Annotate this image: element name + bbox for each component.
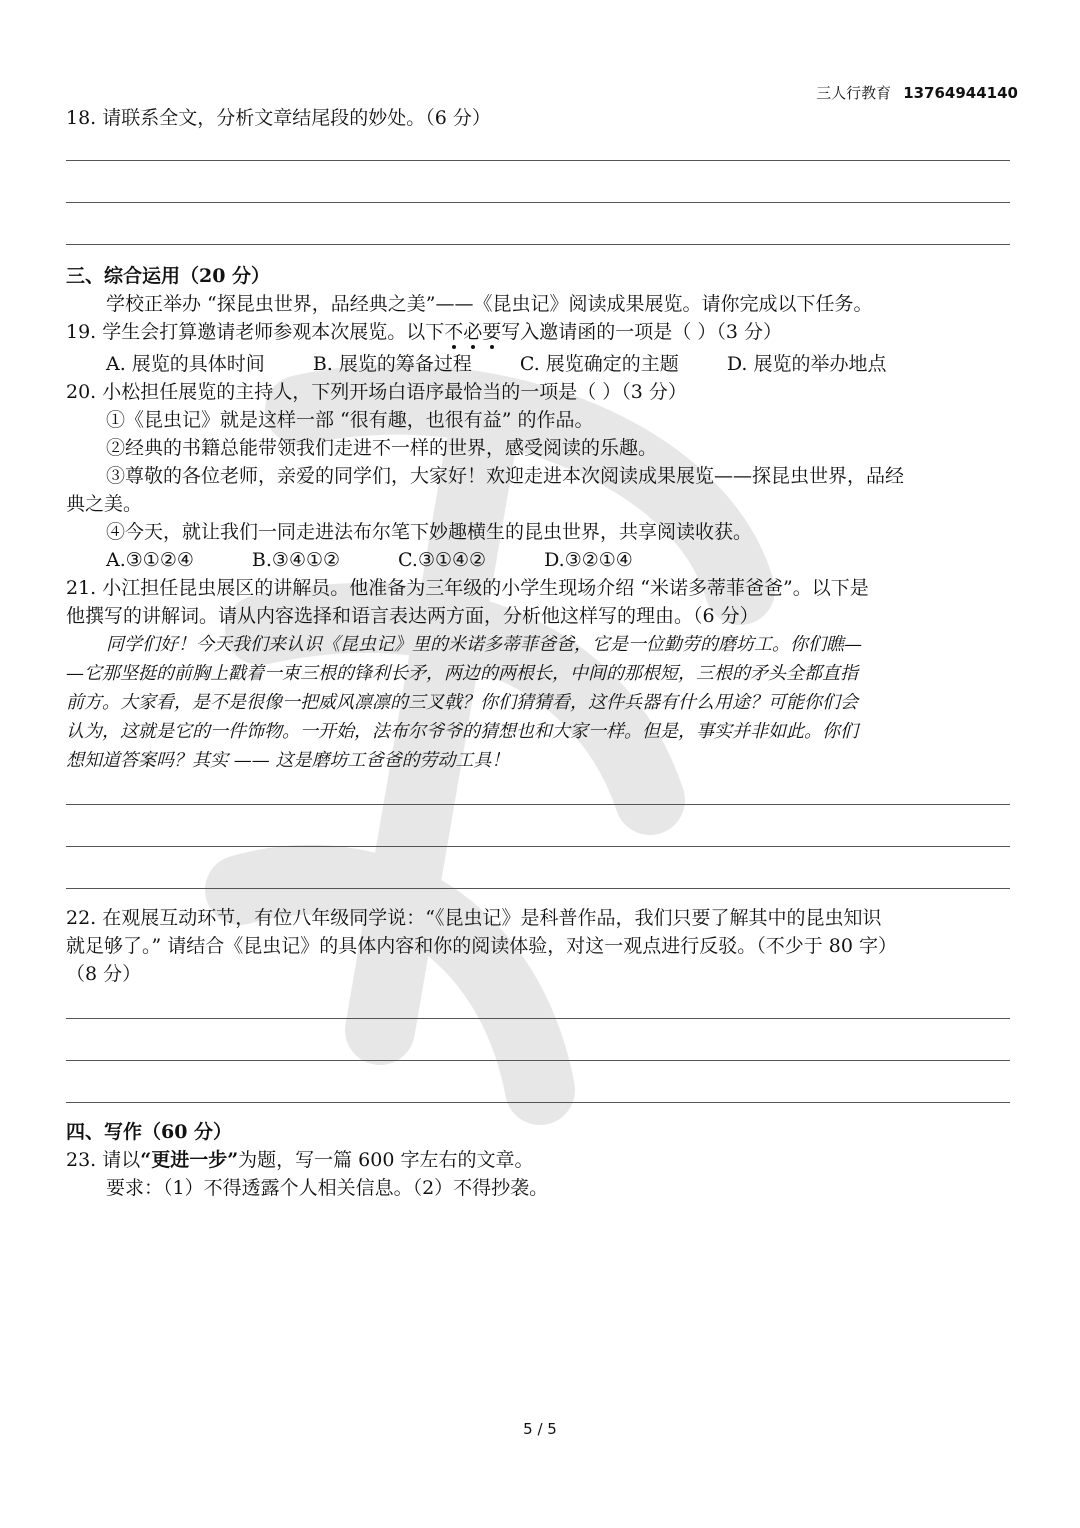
- q21-passage-3: 前方。大家看，是不是很像一把威风凛凛的三叉戟？你们猜猜看，这件兵器有什么用途？可能你们会: [66, 692, 858, 713]
- q19-option-d[interactable]: D. 展览的举办地点: [726, 353, 887, 375]
- q23-topic: “更进一步”: [140, 1149, 239, 1171]
- q21-stem-1: 21. 小江担任昆虫展区的讲解员。他准备为三年级的小学生现场介绍 “米诺多蒂菲爸爸”。以下是: [66, 577, 869, 599]
- q23-requirements: 要求：（1）不得透露个人相关信息。（2）不得抄袭。: [106, 1177, 549, 1199]
- answer-line[interactable]: [66, 160, 1010, 161]
- q19-stem: [66, 318, 1016, 346]
- org-name: 三人行教育: [816, 84, 892, 102]
- answer-line[interactable]: [66, 1018, 1010, 1019]
- q19-option-b[interactable]: B. 展览的筹备过程: [312, 353, 472, 375]
- q23-prefix: 23. 请以: [66, 1149, 141, 1171]
- q21-passage-5: 想知道答案吗？其实 —— 这是磨坊工爸爸的劳动工具！: [66, 750, 510, 771]
- q21-stem-2: 他撰写的讲解词。请从内容选择和语言表达两方面，分析他这样写的理由。（6 分）: [66, 605, 759, 627]
- page-header: [816, 82, 1018, 103]
- q20-sentence-1: ①《昆虫记》就是这样一部 “很有趣，也很有益” 的作品。: [106, 409, 594, 431]
- q20-option-a[interactable]: A.③①②④: [106, 549, 194, 571]
- q18-text: 18. 请联系全文，分析文章结尾段的妙处。（6 分）: [66, 107, 491, 129]
- q20-option-b[interactable]: B.③④①②: [251, 549, 341, 571]
- q22-line-2: 就足够了。” 请结合《昆虫记》的具体内容和你的阅读体验，对这一观点进行反驳。（不少于 80 字）: [66, 935, 898, 957]
- q22-line-3: （8 分）: [66, 963, 142, 985]
- section-3-intro: 学校正举办 “探昆虫世界，品经典之美”——《昆虫记》阅读成果展览。请你完成以下任务。: [106, 293, 873, 315]
- answer-line[interactable]: [66, 202, 1010, 203]
- answer-line[interactable]: [66, 804, 1010, 805]
- q21-passage-1: 同学们好！今天我们来认识《昆虫记》里的米诺多蒂菲爸爸，它是一位勤劳的磨坊工。你们瞧—: [106, 634, 862, 655]
- q22-line-1: 22. 在观展互动环节，有位八年级同学说：“《昆虫记》是科普作品，我们只要了解其中的昆虫知识: [66, 907, 882, 929]
- q21-passage-2: —它那坚挺的前胸上戳着一束三根的锋利长矛，两边的两根长，中间的那根短，三根的矛头全都直指: [66, 663, 858, 684]
- phone-number: 13764944140: [903, 84, 1018, 102]
- q20-sentence-3: ③尊敬的各位老师，亲爱的同学们，大家好！欢迎走进本次阅读成果展览——探昆虫世界，品经: [106, 465, 905, 487]
- section-3: [66, 262, 1016, 775]
- q20-option-c[interactable]: C.③①④②: [398, 549, 487, 571]
- q20-sentence-4: ④今天，就让我们一同走进法布尔笔下妙趣横生的昆虫世界，共享阅读收获。: [106, 521, 753, 543]
- q19-prefix: 19. 学生会打算邀请老师参观本次展览。以下: [66, 321, 445, 343]
- q21-passage-4: 认为，这就是它的一件饰物。一开始，法布尔爷爷的猜想也和大家一样。但是，事实并非如此。你们: [66, 721, 858, 742]
- q19-emphasis: [444, 321, 501, 343]
- q19-option-a[interactable]: A. 展览的具体时间: [106, 353, 265, 375]
- answer-line[interactable]: [66, 846, 1010, 847]
- q20-options: [66, 546, 1016, 574]
- emphasis-dot-icon: [490, 345, 494, 349]
- question-18: [66, 104, 1016, 132]
- q20-sentence-2: ②经典的书籍总能带领我们走进不一样的世界，感受阅读的乐趣。: [106, 437, 658, 459]
- section-4: [66, 1118, 1016, 1202]
- q19-options: [66, 350, 1016, 378]
- answer-line[interactable]: [66, 1060, 1010, 1061]
- q20-sentence-3-cont: 典之美。: [66, 493, 143, 515]
- q20-option-d[interactable]: D.③②①④: [544, 549, 633, 571]
- q19-suffix: 写入邀请函的一项是（ ）（3 分）: [501, 321, 782, 343]
- q19-emphasis-text: 不必要: [444, 321, 502, 343]
- q23-suffix: 为题，写一篇 600 字左右的文章。: [238, 1149, 534, 1171]
- emphasis-dot-icon: [452, 345, 456, 349]
- section-3-title: 三、综合运用（20 分）: [66, 265, 271, 287]
- answer-line[interactable]: [66, 244, 1010, 245]
- answer-line[interactable]: [66, 888, 1010, 889]
- emphasis-dot-icon: [471, 345, 475, 349]
- q20-stem: 20. 小松担任展览的主持人，下列开场白语序最恰当的一项是（ ）（3 分）: [66, 381, 687, 403]
- section-4-title: 四、写作（60 分）: [66, 1121, 233, 1143]
- question-22: [66, 904, 1016, 988]
- page-number: 5 / 5: [523, 1420, 557, 1438]
- q23-stem: [66, 1146, 1016, 1174]
- answer-line[interactable]: [66, 1102, 1010, 1103]
- q19-option-c[interactable]: C. 展览确定的主题: [519, 353, 679, 375]
